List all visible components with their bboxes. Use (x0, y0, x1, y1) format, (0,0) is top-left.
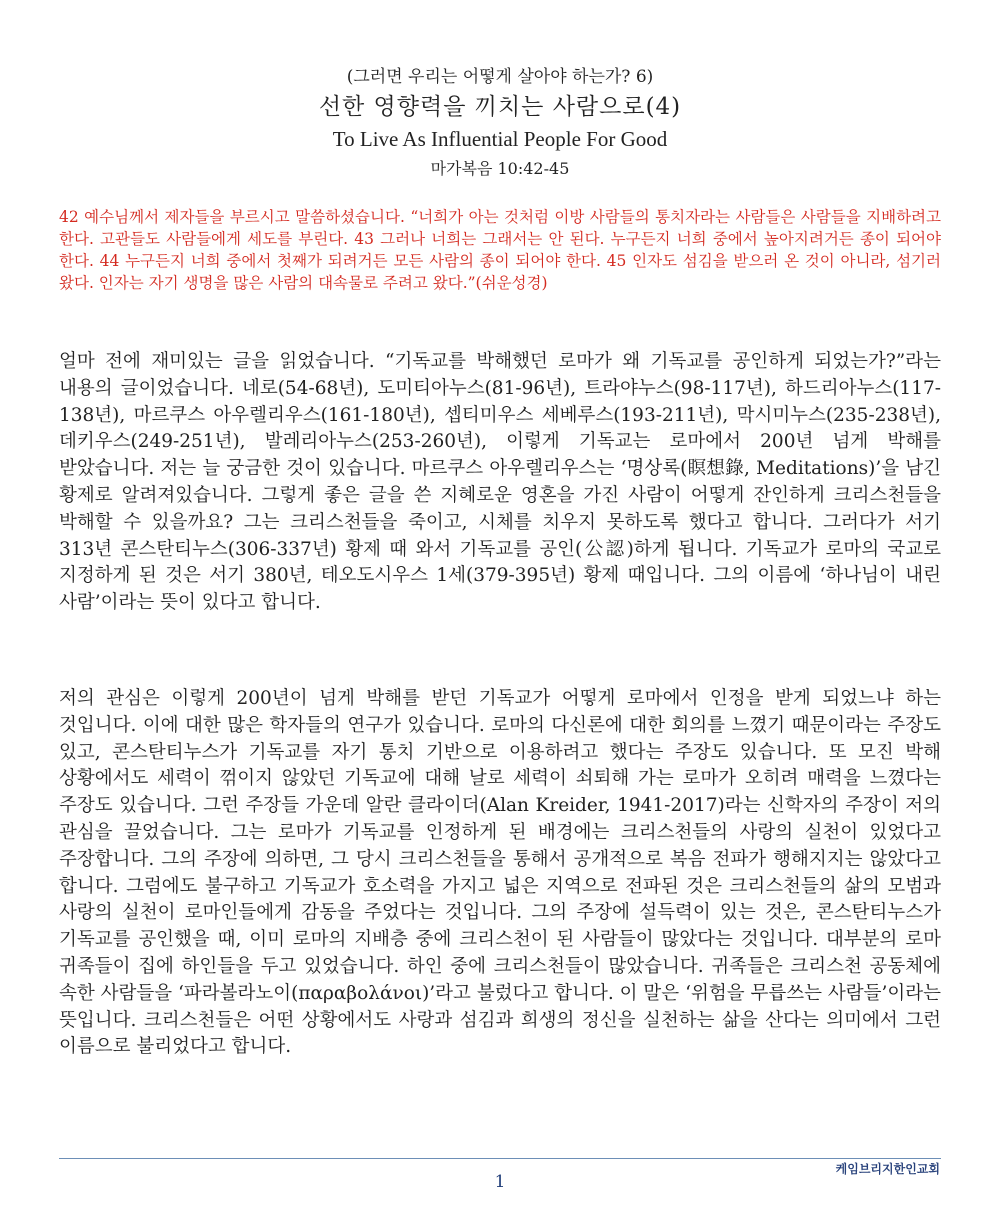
body-paragraph-2: 저의 관심은 이렇게 200년이 넘게 박해를 받던 기독교가 어떻게 로마에서 인정을 받게 되었느냐 하는 것입니다. 이에 대한 많은 학자들의 연구가 있습니다. 로마의 다신론에 대한 회의를 느꼈기 때문이라는 주장도 있고, 콘스탄티누스가 기독교를 자기 통치 기반으로 이용하려고 했다는 주장도 있습니다. 또 모진 박해 상황에서도 세력이 꺾이지 않았던 기독교에 대해 날로 세력이 쇠퇴해 가는 로마가 오히려 매력을 느꼈다는 주장도 있습니다. 그런 주장들 가운데 알란 클라이더(Alan Kreider, 1941-2017)라는 신학자의 주장이 저의 관심을 끌었습니다. 그는 로마가 기독교를 인정하게 된 배경에는 크리스천들의 사랑의 실천이 있었다고 주장합니다. 그의 주장에 의하면, 그 당시 크리스천들을 통해서 공개적으로 복음 전파가 행해지지는 않았다고 합니다. 그럼에도 불구하고 기독교가 호소력을 가지고 넓은 지역으로 전파된 것은 크리스천들의 삶의 모범과 사랑의 실천이 로마인들에게 감동을 주었다는 것입니다. 그의 주장에 설득력이 있는 것은, 콘스탄티누스가 기독교를 공인했을 때, 이미 로마의 지배층 중에 크리스천이 된 사람들이 많았다는 것입니다. 대부분의 로마 귀족들이 집에 하인들을 두고 있었습니다. 하인 중에 크리스천들이 많았습니다. 귀족들은 크리스천 공동체에 속한 사람들을 ‘파라볼라노이(παραβολάνοι)’라고 불렀다고 합니다. 이 말은 ‘위험을 무릅쓰는 사람들’이라는 뜻입니다. 크리스천들은 어떤 상황에서도 사랑과 섬김과 희생의 정신을 실천하는 삶을 산다는 의미에서 그런 이름으로 불리었다고 합니다. (59, 688, 941, 1058)
scripture-reference: 마가복음 10:42-45 (430, 159, 570, 178)
series-subtitle: (그러면 우리는 어떻게 살아야 하는가? 6) (346, 67, 654, 87)
scripture-passage: 42 예수님께서 제자들을 부르시고 말씀하셨습니다. “너희가 아는 것처럼 이방 사람들의 통치자라는 사람들은 사람들을 지배하려고 한다. 고관들도 사람들에게 세도를 부린다. 43 그러나 너희는 그래서는 안 된다. 누구든지 너희 중에서 높아지려거든 종이 되어야 한다. 44 누구든지 너희 중에서 첫째가 되려거든 모든 사람의 종이 되어야 한다. 45 인자도 섬김을 받으러 온 것이 아니라, 섬기러 왔다. 인자는 자기 생명을 많은 사람의 대속물로 주려고 왔다.”(쉬운성경) (59, 208, 941, 292)
church-name: 케임브리지한인교회 (835, 1162, 940, 1176)
sermon-title-english: To Live As Influential People For Good (332, 127, 668, 151)
sermon-header (0, 64, 1000, 184)
page-number: 1 (494, 1172, 506, 1192)
sermon-title-korean: 선한 영향력을 끼치는 사람으로(4) (318, 94, 682, 120)
footer-divider (59, 1158, 941, 1159)
body-paragraph-1: 얼마 전에 재미있는 글을 읽었습니다. “기독교를 박해했던 로마가 왜 기독교를 공인하게 되었는가?”라는 내용의 글이었습니다. 네로(54-68년), 도미티아누스(81-96년), 트라야누스(98-117년), 하드리아누스(117-138년), 마르쿠스 아우렐리우스(161-180년), 셉티미우스 세베루스(193-211년), 막시미누스(235-238년), 데키우스(249-251년), 발레리아누스(253-260년), 이렇게 기독교는 로마에서 200년 넘게 박해를 받았습니다. 저는 늘 궁금한 것이 있습니다. 마르쿠스 아우렐리우스는 ‘명상록(瞑想錄, Meditations)’을 남긴 황제로 알려져있습니다. 그렇게 좋은 글을 쓴 지혜로운 영혼을 가진 사람이 어떻게 잔인하게 크리스천들을 박해할 수 있을까요? 그는 크리스천들을 죽이고, 시체를 치우지 못하도록 했다고 합니다. 그러다가 서기 313년 콘스탄티누스(306-337년) 황제 때 와서 기독교를 공인(公認)하게 됩니다. 기독교가 로마의 국교로 지정하게 된 것은 서기 380년, 테오도시우스 1세(379-395년) 황제 때입니다. 그의 이름에 ‘하나님이 내린 사람’이라는 뜻이 있다고 합니다. (59, 351, 941, 614)
